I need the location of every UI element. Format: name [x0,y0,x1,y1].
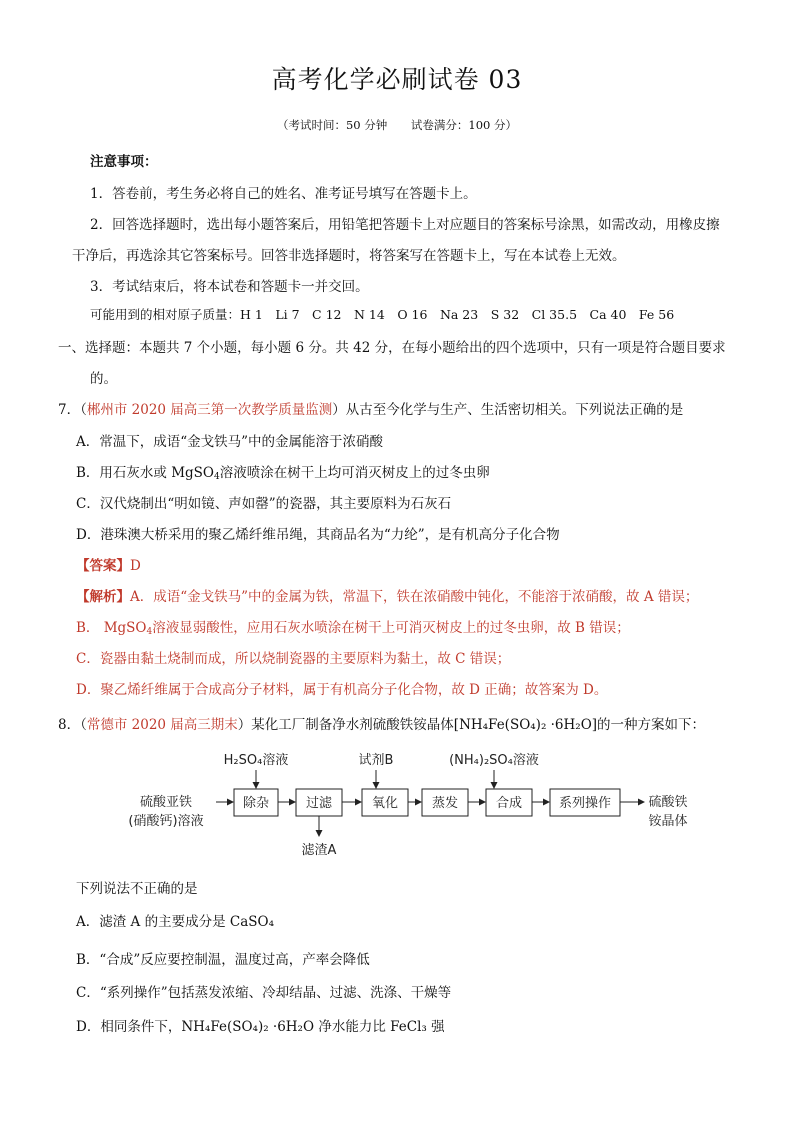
section-heading-cont: 的。 [90,371,117,387]
q8-number: 8．（ [58,717,87,733]
flow-start-line2: (硝酸钙)溶液 [128,814,204,829]
exam-info [0,117,794,133]
flow-end-line1: 硫酸铁 [648,795,688,810]
q7-option-a: A．常温下，成语“金戈铁马”中的金属能溶于浓硝酸 [76,434,384,450]
analysis-b-sub: 4 [146,627,153,637]
q7-analysis-a [76,585,698,605]
q8-option-a [76,910,274,930]
exam-score: 试卷满分：100 分） [410,118,518,132]
q7-option-b-post: 溶液喷涂在树干上均可消灭树皮上的过冬虫卵 [219,465,490,481]
q8-source: 常德市 2020 届高三期末 [86,717,238,733]
notice-item-2: 2．回答选择题时，选出每小题答案后，用铅笔把答题卡上对应题目的答案标号涂黑，如需改动，用橡皮擦 [90,217,720,233]
q7-option-b-pre: B．用石灰水或 MgSO [76,465,214,481]
q7-stem [58,398,683,418]
q8-option-d [76,1015,445,1035]
q7-number: 7．（ [58,402,87,418]
flow-step-2: 过滤 [305,796,333,811]
q8-option-a-pre: A．滤渣 A 的主要成分是 [76,914,230,930]
answer-value: D [130,558,141,574]
reagent-ammonium-sulfate: (NH₄)₂SO₄溶液 [449,753,539,768]
q7-option-d: D．港珠澳大桥采用的聚乙烯纤维吊绳，其商品名为“力纶”，是有机高分子化合物 [76,527,560,543]
q8-question: 下列说法不正确的是 [76,881,198,897]
flow-step-1: 除杂 [242,796,270,811]
flow-end-line2: 铵晶体 [648,814,688,829]
q8-formula: [NH₄Fe(SO₄)₂ ·6H₂O] [453,717,598,733]
q8-option-b: B．“合成”反应要控制温，温度过高，产率会降低 [76,952,370,968]
notice-item-3: 3．考试结束后，将本试卷和答题卡一并交回。 [90,279,369,295]
q8-option-d-pre: D．相同条件下， [76,1019,182,1035]
answer-tag: 【答案】 [76,558,130,574]
q8-option-d-formula1: NH₄Fe(SO₄)₂ ·6H₂O [181,1019,315,1035]
exam-time: （考试时间：50 分钟 [276,118,388,132]
q7-text: ）从古至今化学与生产、生活密切相关。下列说法正确的是 [332,402,684,418]
notice-heading: 注意事项： [90,154,158,170]
q7-option-b [76,461,490,481]
q7-source: 郴州市 2020 届高三第一次教学质量监测 [86,402,333,418]
reagent-b: 试剂B [358,753,394,768]
q7-option-b-sub: 4 [214,472,220,482]
flow-step-5: 合成 [495,796,523,811]
q8-text-post: 的一种方案如下： [597,717,706,733]
q8-text-pre: ）某化工厂制备净水剂硫酸铁铵晶体 [237,717,454,733]
q7-analysis-d: D．聚乙烯纤维属于合成高分子材料，属于有机高分子化合物，故 D 正确；故答案为 D。 [76,682,608,698]
analysis-b-post: 溶液显弱酸性，应用石灰水喷涂在树干上可消灭树皮上的过冬虫卵，故 B 错误； [152,620,630,636]
section-heading: 一、选择题：本题共 7 个小题，每小题 6 分。共 42 分，在每小题给出的四个选项中，只有一项是符合题目要求 [58,340,726,356]
q8-stem [58,713,705,733]
reagent-h2so4: H₂SO₄溶液 [223,753,289,768]
q8-option-d-mid: 净水能力比 [314,1019,391,1035]
atomic-mass: 可能用到的相对原子质量：H 1 Li 7 C 12 N 14 O 16 Na 23 S 32 Cl 35.5 Ca 40 Fe 56 [90,307,675,322]
q7-option-c: C．汉代烧制出“明如镜、声如罄”的瓷器，其主要原料为石灰石 [76,496,452,512]
q7-analysis-b [76,616,630,636]
analysis-b-pre: B． MgSO [76,620,147,636]
q8-option-a-formula: CaSO₄ [229,914,274,930]
q8-option-d-post: 强 [426,1019,445,1035]
flow-start-line1: 硫酸亚铁 [139,795,193,810]
flow-step-3: 氧化 [371,796,399,811]
analysis-a: A．成语“金戈铁马”中的金属为铁，常温下，铁在浓硝酸中钝化，不能溶于浓硝酸，故 A 错误； [130,589,699,605]
q8-option-c: C．“系列操作”包括蒸发浓缩、冷却结晶、过滤、洗涤、干燥等 [76,985,452,1001]
process-flow-diagram [120,748,700,860]
page-title: 高考化学必刷试卷 03 [271,65,523,94]
q7-analysis-c: C．瓷器由黏土烧制而成，所以烧制瓷器的主要原料为黏土，故 C 错误； [76,651,511,667]
flow-step-6: 系列操作 [558,796,612,811]
q7-answer [76,554,141,574]
flow-step-4: 蒸发 [431,796,459,811]
notice-item-1: 1．答卷前，考生务必将自己的姓名、准考证号填写在答题卡上。 [90,186,477,202]
notice-item-2-cont: 干净后，再选涂其它答案标号。回答非选择题时，将答案写在答题卡上，写在本试卷上无效。 [72,248,626,264]
residue-a: 滤渣A [301,843,337,858]
q8-option-d-formula2: FeCl₃ [390,1019,427,1035]
analysis-tag: 【解析】 [76,589,130,605]
